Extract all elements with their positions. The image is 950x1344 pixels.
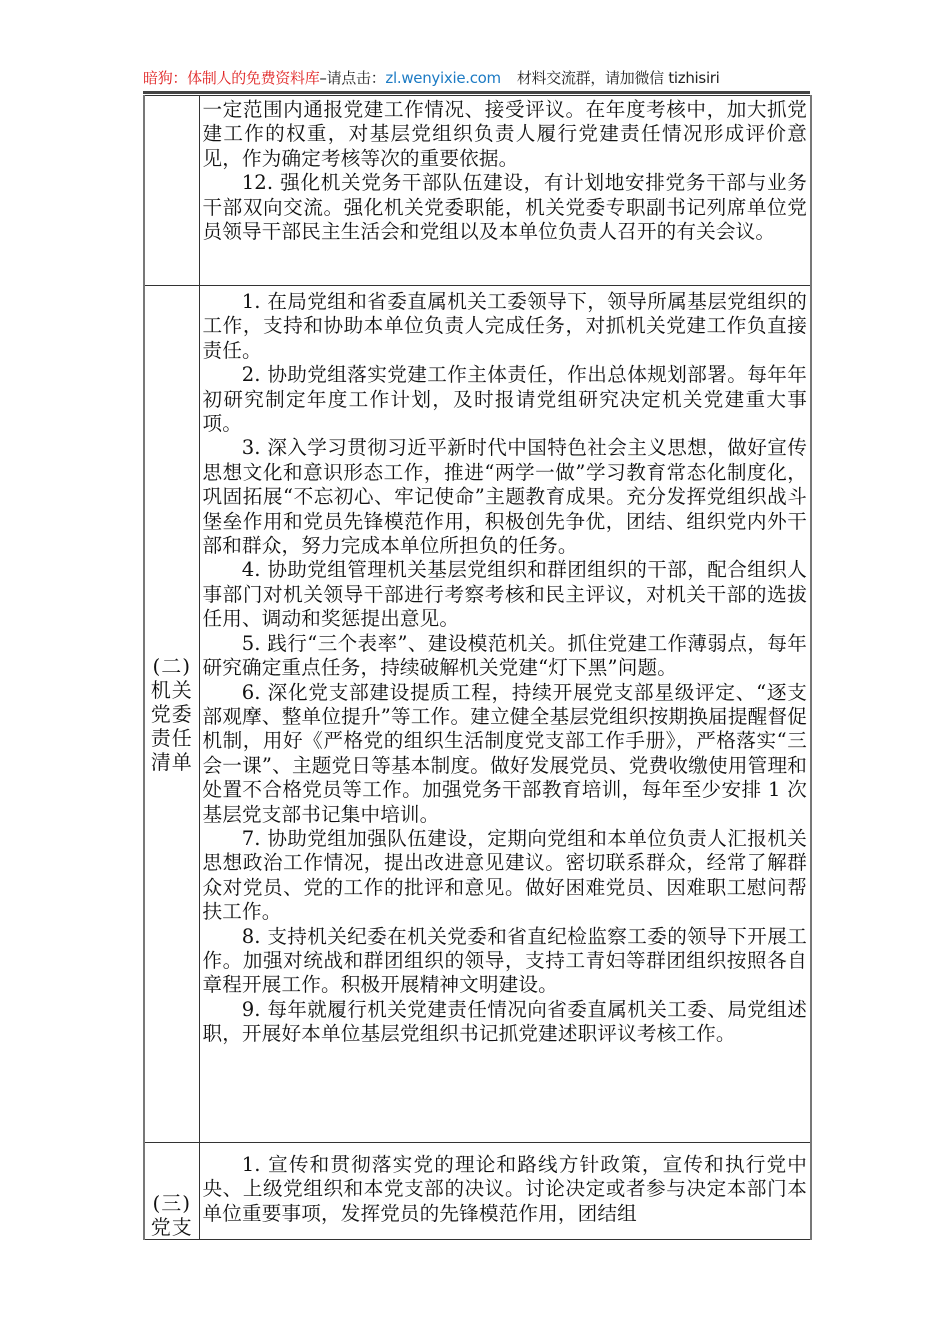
paragraph: 12. 强化机关党务干部队伍建设，有计划地安排党务干部与业务干部双向交流。强化机关党委职能，机关党委专职副书记列席单位党员领导干部民主生活会和党组以及本单位负责人召开的有关会议。 (202, 171, 807, 244)
section-title-line: 机关 (150, 678, 193, 702)
header-divider (143, 91, 810, 94)
paragraph: 4. 协助党组管理机关基层党组织和群团组织的干部，配合组织人事部门对机关领导干部进行考察考核和民主评议，对机关干部的选拔任用、调动和奖惩提出意见。 (202, 558, 807, 631)
table-row (144, 96, 811, 286)
section-title-line: 党委 (150, 702, 193, 726)
paragraph: 一定范围内通报党建工作情况、接受评议。在年度考核中，加大抓党建工作的权重，对基层党组织负责人履行党建责任情况形成评价意见，作为确定考核等次的重要依据。 (202, 98, 807, 170)
responsibility-table (143, 95, 812, 1240)
paragraph: 9. 每年就履行机关党建责任情况向省委直属机关工委、局党组述职，开展好本单位基层党组织书记抓党建述职评议考核工作。 (202, 997, 807, 1046)
paragraph: 2. 协助党组落实党建工作主体责任，作出总体规划部署。每年年初研究制定年度工作计划，及时报请党组研究决定机关党建重大事项。 (202, 363, 807, 436)
table-row (144, 286, 811, 1143)
paragraph: 8. 支持机关纪委在机关党委和省直纪检监察工委的领导下开展工作。加强对统战和群团组织的领导，支持工青妇等群团组织按照各自章程开展工作。积极开展精神文明建设。 (202, 924, 807, 997)
paragraph: 1. 宣传和贯彻落实党的理论和路线方针政策，宣传和执行党中央、上级党组织和本党支部的决议。讨论决定或者参与决定本部门本单位重要事项，发挥党员的先锋模范作用，团结组 (202, 1153, 807, 1225)
brand-text: 暗狗：体制人的免费资料库 (143, 69, 320, 87)
paragraph: 1. 在局党组和省委直属机关工委领导下，领导所属基层党组织的工作，支持和协助本单位负责人完成任务，对抓机关党建工作负直接责任。 (202, 290, 807, 362)
row-content-cell (199, 96, 811, 286)
row-content-cell (199, 286, 811, 1143)
section-title-line: 党支 (150, 1215, 193, 1239)
paragraph: 3. 深入学习贯彻习近平新时代中国特色社会主义思想，做好宣传思想文化和意识形态工作，推进“两学一做”学习教育常态化制度化，巩固拓展“不忘初心、牢记使命”主题教育成果。充分发挥党组织战斗堡垒作用和党员先锋模范作用，积极创先争优，团结、组织党内外干部和群众，努力完成本单位所担负的任务。 (202, 436, 807, 558)
click-prompt: –请点击： (319, 69, 386, 87)
section-number: (三) (152, 1191, 192, 1215)
section-number: (二) (152, 654, 192, 678)
paragraph: 6. 深化党支部建设提质工程，持续开展党支部星级评定、“逐支部观摩、整单位提升”等工作。建立健全基层党组织按期换届提醒督促机制，用好《严格党的组织生活制度党支部工作手册》，严格落实“三会一课”、主题党日等基本制度。做好发展党员、党费收缴使用管理和处置不合格党员等工作。加强党务干部教育培训，每年至少安排 1 次基层党支部书记集中培训。 (202, 680, 807, 826)
section-title-line: 清单 (150, 750, 193, 774)
row-label-cell (144, 286, 199, 1143)
paragraph: 5. 践行“三个表率”、建设模范机关。抓住党建工作薄弱点，每年研究确定重点任务，持续破解机关党建“灯下黑”问题。 (202, 631, 807, 680)
site-link[interactable]: zl.wenyixie.com (385, 69, 501, 87)
row-content-cell (199, 1143, 811, 1240)
group-text: 材料交流群，请加微信 tizhisiri (516, 69, 720, 87)
paragraph: 7. 协助党组加强队伍建设，定期向党组和本单位负责人汇报机关思想政治工作情况，提出改进意见建议。密切联系群众，经常了解群众对党员、党的工作的批评和意见。做好困难党员、因难职工慰问帮扶工作。 (202, 826, 807, 924)
section-title-line: 责任 (150, 726, 193, 750)
row-label-cell (144, 96, 199, 286)
row-label-cell (144, 1143, 199, 1240)
watermark-header (143, 66, 810, 90)
table-row (144, 1143, 811, 1240)
